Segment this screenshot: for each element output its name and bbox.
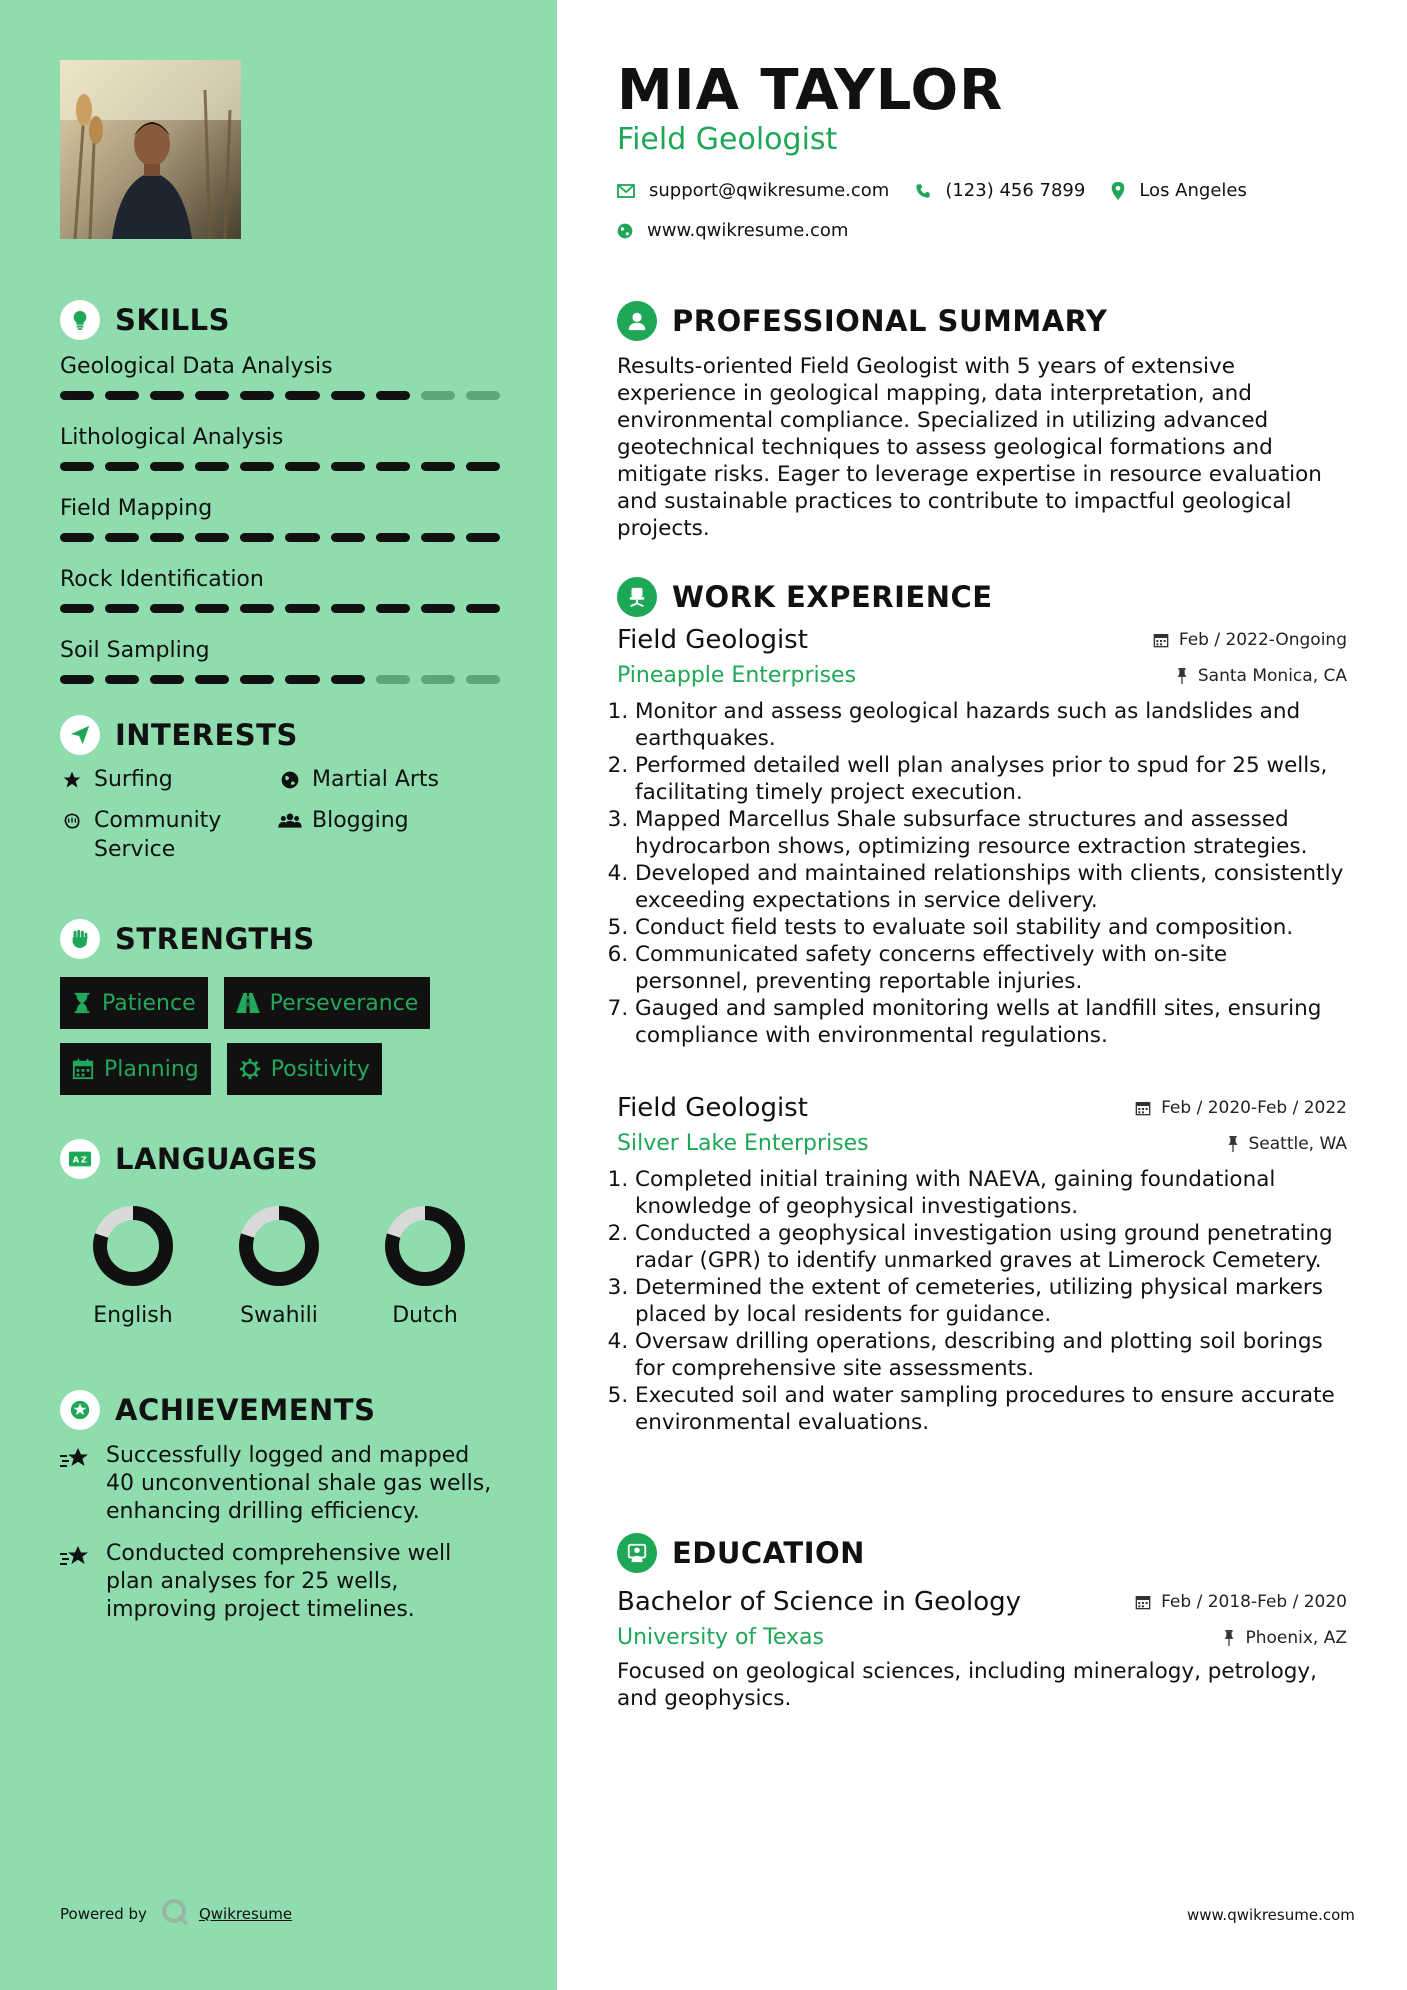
interest-label: Surfing (94, 767, 173, 792)
svg-text:A: A (72, 1154, 80, 1165)
company-name: Pineapple Enterprises (617, 663, 857, 688)
skills-section (60, 298, 500, 705)
job-location (1227, 1134, 1348, 1154)
job-dates-text: Feb / 2020-Feb / 2022 (1161, 1098, 1347, 1118)
road-icon (236, 993, 260, 1013)
skill-level-dash (466, 391, 500, 400)
skill-level-dash (331, 604, 365, 613)
skill-level-dash (60, 675, 94, 684)
strength-label: Perseverance (269, 990, 419, 1016)
translate-icon (60, 1139, 100, 1179)
website-text: www.qwikresume.com (647, 220, 849, 241)
strength-tag (227, 1043, 382, 1095)
globe-icon (278, 765, 302, 794)
interest-item (278, 806, 500, 864)
skill-level-dash (60, 533, 94, 542)
summary-heading: PROFESSIONAL SUMMARY (672, 304, 1108, 338)
skill-level-dash (376, 533, 410, 542)
skill-level-dash (240, 462, 274, 471)
office-chair-icon (617, 577, 657, 617)
job-entry (617, 625, 1347, 1049)
language-item (352, 1203, 498, 1328)
contact-phone[interactable] (915, 180, 1085, 201)
shooting-star-icon (60, 1540, 94, 1572)
skill-level-dash (376, 604, 410, 613)
duty-item: 5. Executed soil and water sampling procedures to ensure accurate environmental evaluations. (635, 1382, 1347, 1436)
skill-level-dash (421, 604, 455, 613)
contact-email[interactable] (617, 180, 889, 201)
pushpin-icon (1176, 668, 1188, 684)
language-item (60, 1203, 206, 1328)
skill-level-dash (466, 462, 500, 471)
job-entry (617, 1093, 1347, 1436)
job-dates (1153, 630, 1347, 650)
skill-level-dash (376, 391, 410, 400)
skills-heading: SKILLS (115, 303, 230, 337)
skill-level-dash (421, 533, 455, 542)
skill-level-dash (150, 675, 184, 684)
job-location-text: Santa Monica, CA (1197, 665, 1347, 686)
job-location-text: Seattle, WA (1248, 1133, 1347, 1154)
language-item (206, 1203, 352, 1328)
skill-level-dash (105, 391, 139, 400)
experience-heading: WORK EXPERIENCE (672, 580, 993, 614)
powered-by-link[interactable]: Qwikresume (198, 1905, 293, 1923)
svg-text:Z: Z (80, 1154, 87, 1165)
skill-level-dash (331, 533, 365, 542)
map-pin-icon (1111, 182, 1125, 200)
skill-level-dash (376, 462, 410, 471)
interest-label: Blogging (312, 808, 409, 833)
skill-level-dash (150, 604, 184, 613)
qwikresume-logo-icon (161, 1898, 189, 1930)
language-name: English (93, 1303, 173, 1328)
email-text: support@qwikresume.com (649, 180, 890, 201)
skill-level-dash (195, 604, 229, 613)
award-star-icon (60, 1390, 100, 1430)
skill-level-dash (195, 462, 229, 471)
achievement-item (60, 1442, 500, 1526)
shooting-star-icon (60, 1442, 94, 1474)
job-dates-text: Feb / 2022-Ongoing (1178, 630, 1347, 650)
hand-icon (60, 806, 84, 835)
skill-level-dash (240, 604, 274, 613)
skill-level-dash (195, 533, 229, 542)
skill-level-dash (240, 675, 274, 684)
skill-level-dash (105, 533, 139, 542)
education-heading: EDUCATION (672, 1536, 865, 1570)
achievements-section (60, 1388, 500, 1638)
strength-tag (224, 977, 431, 1029)
skill-level-dash (60, 604, 94, 613)
skill-level-meter (60, 391, 500, 400)
skill-level-meter (60, 675, 500, 684)
calendar-icon (72, 1058, 94, 1080)
language-name: Dutch (392, 1303, 458, 1328)
job-title: Field Geologist (617, 625, 808, 655)
achievements-list (60, 1442, 500, 1624)
duty-item: 4. Developed and maintained relationships with clients, consistently exceeding expectations in service delivery. (635, 860, 1347, 914)
skill-level-dash (285, 391, 319, 400)
job-duties (617, 698, 1347, 1049)
school-name: University of Texas (617, 1625, 824, 1650)
skill-level-dash (240, 391, 274, 400)
skill-level-dash (285, 462, 319, 471)
duty-item: 3. Mapped Marcellus Shale subsurface structures and assessed hydrocarbon shows, optimizing resource extraction strategies. (635, 806, 1347, 860)
degree: Bachelor of Science in Geology (617, 1587, 1022, 1617)
job-location (1176, 666, 1347, 686)
education-description: Focused on geological sciences, including mineralogy, petrology, and geophysics. (617, 1659, 1317, 1711)
duty-item: 3. Determined the extent of cemeteries, utilizing physical markers placed by local residents for guidance. (635, 1274, 1347, 1328)
skill-level-dash (60, 391, 94, 400)
skill-level-dash (331, 391, 365, 400)
skills-list (60, 350, 500, 684)
skill-level-dash (60, 462, 94, 471)
skill-level-dash (195, 675, 229, 684)
phone-text: (123) 456 7899 (945, 180, 1086, 201)
skill-level-dash (105, 604, 139, 613)
calendar-icon (1135, 1100, 1151, 1116)
interest-label: Martial Arts (312, 767, 440, 792)
globe-icon (617, 223, 633, 239)
strengths-list (60, 977, 480, 1095)
duty-item: 6. Communicated safety concerns effectively with on-site personnel, preventing reportable injuries. (635, 941, 1347, 995)
hourglass-icon (72, 992, 92, 1014)
achievements-heading: ACHIEVEMENTS (115, 1393, 376, 1427)
job-title: Field Geologist (617, 1093, 808, 1123)
pushpin-icon (1223, 1630, 1235, 1646)
strength-label: Planning (104, 1056, 199, 1082)
contact-website[interactable] (617, 220, 848, 241)
powered-by-label: Powered by (60, 1905, 147, 1923)
skill-level-dash (150, 391, 184, 400)
contact-row (617, 180, 1273, 201)
job-dates (1135, 1098, 1347, 1118)
skill-level-dash (105, 462, 139, 471)
strengths-heading: STRENGTHS (115, 922, 315, 956)
languages-section (60, 1137, 500, 1328)
users-icon (278, 806, 302, 835)
education-location (1223, 1628, 1347, 1648)
strengths-section (60, 917, 500, 1095)
achievement-text: Conducted comprehensive well plan analyses for 25 wells, improving project timelines. (106, 1541, 452, 1622)
skill-level-dash (421, 391, 455, 400)
skill-name: Lithological Analysis (60, 425, 284, 450)
lightbulb-icon (60, 300, 100, 340)
skill-level-meter (60, 533, 500, 542)
skill-level-dash (285, 675, 319, 684)
interest-label: Community Service (94, 808, 222, 862)
language-proficiency-ring (90, 1203, 176, 1289)
duty-item: 2. Conducted a geophysical investigation using ground penetrating radar (GPR) to identify unmarked graves at Limerock Cemetery. (635, 1220, 1347, 1274)
skill-level-dash (195, 391, 229, 400)
strength-label: Positivity (270, 1056, 370, 1082)
interest-item (60, 806, 278, 864)
skill-level-dash (240, 533, 274, 542)
strength-label: Patience (102, 990, 196, 1016)
paper-plane-icon (60, 715, 100, 755)
interest-item (60, 765, 278, 794)
duty-item: 5. Conduct field tests to evaluate soil stability and composition. (635, 914, 1347, 941)
skill-level-dash (285, 533, 319, 542)
fist-icon (60, 919, 100, 959)
language-name: Swahili (240, 1303, 318, 1328)
languages-heading: LANGUAGES (115, 1142, 319, 1176)
skill-level-dash (421, 462, 455, 471)
graduate-icon (617, 1533, 657, 1573)
powered-by (60, 1898, 292, 1930)
language-proficiency-ring (382, 1203, 468, 1289)
candidate-title: Field Geologist (617, 122, 838, 157)
duty-item: 1. Completed initial training with NAEVA, gaining foundational knowledge of geophysical investigations. (635, 1166, 1347, 1220)
profile-photo (60, 60, 241, 239)
envelope-icon (617, 184, 635, 198)
sidebar (0, 0, 557, 1990)
phone-icon (915, 183, 931, 199)
skill-level-dash (466, 604, 500, 613)
languages-list (60, 1203, 500, 1328)
interests-list (60, 765, 500, 864)
job-duties (617, 1166, 1347, 1436)
calendar-icon (1153, 632, 1169, 648)
skill-level-dash (376, 675, 410, 684)
skill-level-dash (331, 675, 365, 684)
duty-item: 4. Oversaw drilling operations, describing and plotting soil borings for comprehensive site assessments. (635, 1328, 1347, 1382)
location-text: Los Angeles (1139, 180, 1247, 201)
skill-level-dash (331, 462, 365, 471)
achievement-text: Successfully logged and mapped 40 unconventional shale gas wells, enhancing drilling efficiency. (106, 1443, 492, 1524)
skill-level-dash (466, 675, 500, 684)
skill-level-meter (60, 462, 500, 471)
skill-level-dash (285, 604, 319, 613)
contact-location (1111, 180, 1247, 201)
education-location-text: Phoenix, AZ (1245, 1627, 1347, 1648)
education-dates-text: Feb / 2018-Feb / 2020 (1161, 1592, 1347, 1612)
skill-level-dash (150, 533, 184, 542)
achievement-item (60, 1540, 500, 1624)
education-dates (1135, 1592, 1347, 1612)
user-icon (617, 301, 657, 341)
skill-name: Rock Identification (60, 567, 264, 592)
skill-name: Geological Data Analysis (60, 354, 333, 379)
skill-level-dash (150, 462, 184, 471)
skill-level-meter (60, 604, 500, 613)
interests-heading: INTERESTS (115, 718, 298, 752)
company-name: Silver Lake Enterprises (617, 1131, 869, 1156)
skill-level-dash (421, 675, 455, 684)
strength-tag (60, 1043, 211, 1095)
strength-tag (60, 977, 208, 1029)
duty-item: 7. Gauged and sampled monitoring wells at landfill sites, ensuring compliance with environmental regulations. (635, 995, 1347, 1049)
candidate-name: MIA TAYLOR (617, 58, 1004, 123)
language-proficiency-ring (236, 1203, 322, 1289)
skill-name: Field Mapping (60, 496, 213, 521)
interest-item (278, 765, 500, 794)
duty-item: 2. Performed detailed well plan analyses prior to spud for 25 wells, facilitating timely project execution. (635, 752, 1347, 806)
experience-section (617, 575, 1347, 619)
skill-level-dash (105, 675, 139, 684)
star-icon (60, 765, 84, 794)
footer-website[interactable]: www.qwikresume.com (1187, 1906, 1355, 1924)
pushpin-icon (1227, 1136, 1239, 1152)
summary-text: Results-oriented Field Geologist with 5 years of extensive experience in geological mapping, data interpretation, and environmental compliance. Specialized in utilizing advanced geotechnical techniques to assess geological formations and mitigate risks. Eager to leverage expertise in resource evaluation and sustainable practices to contribute to impactful geological projects. (617, 354, 1322, 541)
summary-section (617, 299, 1347, 542)
education-section (617, 1531, 1347, 1712)
calendar-icon (1135, 1594, 1151, 1610)
gear-icon (239, 1058, 261, 1080)
duty-item: 1. Monitor and assess geological hazards such as landslides and earthquakes. (635, 698, 1347, 752)
skill-level-dash (466, 533, 500, 542)
contact-row-2 (617, 220, 874, 241)
interests-section (60, 713, 500, 864)
skill-name: Soil Sampling (60, 638, 210, 663)
